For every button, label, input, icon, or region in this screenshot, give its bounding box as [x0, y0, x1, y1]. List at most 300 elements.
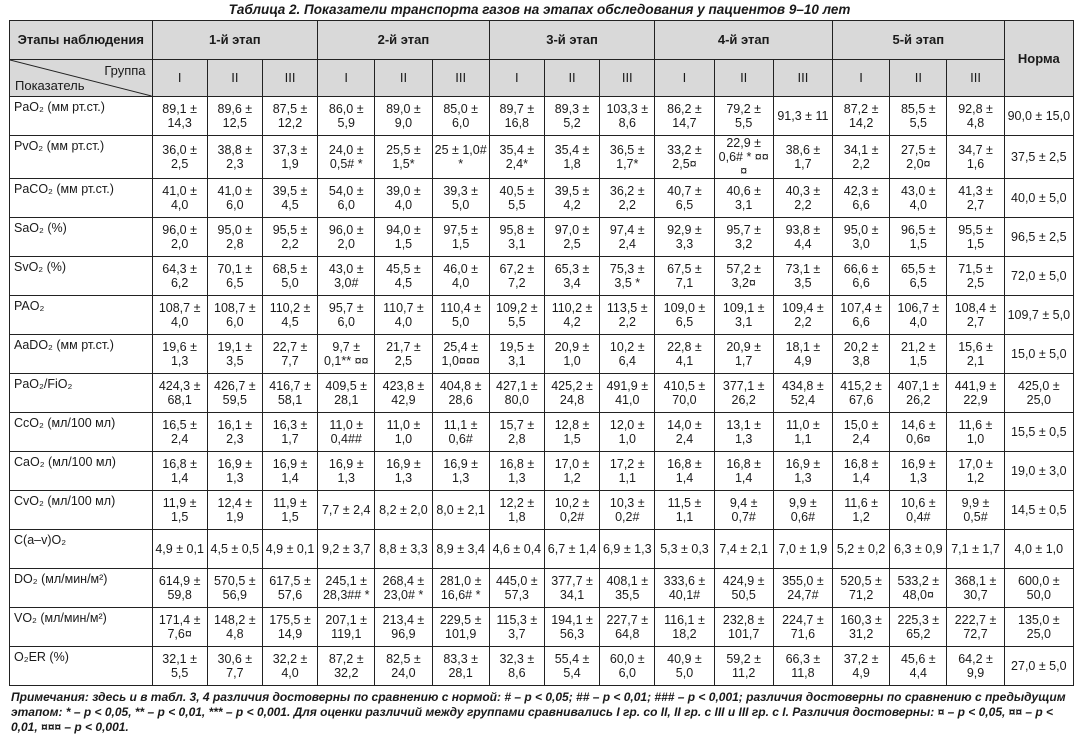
value-cell: 45,5 ± 4,5 — [375, 257, 432, 296]
group-header: II — [714, 60, 773, 97]
value-cell: 8,2 ± 2,0 — [375, 491, 432, 530]
value-cell: 16,9 ± 1,3 — [890, 452, 947, 491]
value-cell: 79,2 ± 5,5 — [714, 97, 773, 136]
table-row — [10, 257, 1074, 296]
value-cell: 60,0 ± 6,0 — [600, 647, 655, 686]
value-cell: 16,8 ± 1,4 — [833, 452, 890, 491]
value-cell: 4,9 ± 0,1 — [262, 530, 317, 569]
group-header: II — [207, 60, 262, 97]
value-cell: 10,3 ± 0,2# — [600, 491, 655, 530]
group-header: III — [773, 60, 832, 97]
value-cell: 32,1 ± 5,5 — [152, 647, 207, 686]
value-cell: 39,0 ± 4,0 — [375, 179, 432, 218]
value-cell: 19,5 ± 3,1 — [489, 335, 544, 374]
value-cell: 9,9 ± 0,5# — [947, 491, 1004, 530]
value-cell: 19,6 ± 1,3 — [152, 335, 207, 374]
value-cell: 110,2 ± 4,2 — [544, 296, 599, 335]
parameter-label: Показатель — [15, 78, 85, 93]
value-cell: 89,1 ± 14,3 — [152, 97, 207, 136]
group-header: II — [544, 60, 599, 97]
corner-cell — [10, 60, 153, 97]
value-cell: 45,6 ± 4,4 — [890, 647, 947, 686]
norm-value-cell: 27,0 ± 5,0 — [1004, 647, 1073, 686]
gas-transport-table — [9, 20, 1074, 686]
stage-header: 4-й этап — [655, 21, 833, 60]
value-cell: 426,7 ± 59,5 — [207, 374, 262, 413]
value-cell: 41,3 ± 2,7 — [947, 179, 1004, 218]
value-cell: 34,1 ± 2,2 — [833, 136, 890, 179]
value-cell: 225,3 ± 65,2 — [890, 608, 947, 647]
value-cell: 12,8 ± 1,5 — [544, 413, 599, 452]
parameter-name: AaDO₂ (мм рт.ст.) — [10, 335, 153, 374]
value-cell: 11,9 ± 1,5 — [152, 491, 207, 530]
group-header: III — [432, 60, 489, 97]
stage-header: 5-й этап — [833, 21, 1005, 60]
value-cell: 97,5 ± 1,5 — [432, 218, 489, 257]
value-cell: 96,5 ± 1,5 — [890, 218, 947, 257]
value-cell: 333,6 ± 40,1# — [655, 569, 714, 608]
header-row-groups — [10, 60, 1074, 97]
value-cell: 10,2 ± 0,2# — [544, 491, 599, 530]
value-cell: 533,2 ± 48,0¤ — [890, 569, 947, 608]
value-cell: 95,5 ± 1,5 — [947, 218, 1004, 257]
group-header: I — [833, 60, 890, 97]
value-cell: 108,7 ± 6,0 — [207, 296, 262, 335]
norm-value-cell: 135,0 ± 25,0 — [1004, 608, 1073, 647]
value-cell: 227,7 ± 64,8 — [600, 608, 655, 647]
value-cell: 8,8 ± 3,3 — [375, 530, 432, 569]
value-cell: 55,4 ± 5,4 — [544, 647, 599, 686]
value-cell: 5,2 ± 0,2 — [833, 530, 890, 569]
value-cell: 423,8 ± 42,9 — [375, 374, 432, 413]
value-cell: 89,0 ± 9,0 — [375, 97, 432, 136]
value-cell: 368,1 ± 30,7 — [947, 569, 1004, 608]
parameter-name: O₂ER (%) — [10, 647, 153, 686]
value-cell: 425,2 ± 24,8 — [544, 374, 599, 413]
norm-value-cell: 14,5 ± 0,5 — [1004, 491, 1073, 530]
value-cell: 65,5 ± 6,5 — [890, 257, 947, 296]
value-cell: 4,5 ± 0,5 — [207, 530, 262, 569]
value-cell: 12,0 ± 1,0 — [600, 413, 655, 452]
table-row — [10, 647, 1074, 686]
value-cell: 41,0 ± 6,0 — [207, 179, 262, 218]
value-cell: 42,3 ± 6,6 — [833, 179, 890, 218]
value-cell: 6,3 ± 0,9 — [890, 530, 947, 569]
value-cell: 5,3 ± 0,3 — [655, 530, 714, 569]
value-cell: 4,9 ± 0,1 — [152, 530, 207, 569]
value-cell: 20,2 ± 3,8 — [833, 335, 890, 374]
value-cell: 404,8 ± 28,6 — [432, 374, 489, 413]
value-cell: 16,9 ± 1,3 — [207, 452, 262, 491]
value-cell: 171,4 ± 7,6¤ — [152, 608, 207, 647]
value-cell: 407,1 ± 26,2 — [890, 374, 947, 413]
value-cell: 10,2 ± 6,4 — [600, 335, 655, 374]
value-cell: 148,2 ± 4,8 — [207, 608, 262, 647]
table-row — [10, 530, 1074, 569]
value-cell: 65,3 ± 3,4 — [544, 257, 599, 296]
norm-value-cell: 37,5 ± 2,5 — [1004, 136, 1073, 179]
table-notes: Примечания: здесь и в табл. 3, 4 различия достоверны по сравнению с нормой: # – p < 0,05; ## – p < 0,01; ### – p < 0,001; различия достоверны по сравнению с предыдущим этапом: * – p < 0,05, ** – p < 0,01, *** – p < 0,001. Для оценки различий между группами сравнивались I гр. со II, II гр. с III и III гр. с I. Различия достоверны: ¤ – p < 0,05, ¤¤ – p < 0,01, ¤¤¤ – p < 0,001. — [11, 690, 1066, 734]
value-cell: 115,3 ± 3,7 — [489, 608, 544, 647]
value-cell: 87,5 ± 12,2 — [262, 97, 317, 136]
table-caption: Таблица 2. Показатели транспорта газов на этапах обследования у пациентов 9–10 лет — [228, 2, 851, 17]
value-cell: 8,9 ± 3,4 — [432, 530, 489, 569]
value-cell: 89,6 ± 12,5 — [207, 97, 262, 136]
norm-value-cell: 72,0 ± 5,0 — [1004, 257, 1073, 296]
table-row — [10, 218, 1074, 257]
value-cell: 92,9 ± 3,3 — [655, 218, 714, 257]
value-cell: 222,7 ± 72,7 — [947, 608, 1004, 647]
value-cell: 9,7 ± 0,1** ¤¤ — [318, 335, 375, 374]
value-cell: 68,5 ± 5,0 — [262, 257, 317, 296]
value-cell: 86,2 ± 14,7 — [655, 97, 714, 136]
table-row — [10, 569, 1074, 608]
value-cell: 87,2 ± 32,2 — [318, 647, 375, 686]
parameter-name: CcO₂ (мл/100 мл) — [10, 413, 153, 452]
value-cell: 229,5 ± 101,9 — [432, 608, 489, 647]
value-cell: 109,0 ± 6,5 — [655, 296, 714, 335]
value-cell: 40,3 ± 2,2 — [773, 179, 832, 218]
parameter-name: DO₂ (мл/мин/м²) — [10, 569, 153, 608]
value-cell: 87,2 ± 14,2 — [833, 97, 890, 136]
stage-header: 2-й этап — [318, 21, 490, 60]
value-cell: 25,5 ± 1,5* — [375, 136, 432, 179]
value-cell: 64,2 ± 9,9 — [947, 647, 1004, 686]
table-row — [10, 296, 1074, 335]
value-cell: 15,6 ± 2,1 — [947, 335, 1004, 374]
value-cell: 40,9 ± 5,0 — [655, 647, 714, 686]
value-cell: 73,1 ± 3,5 — [773, 257, 832, 296]
value-cell: 40,5 ± 5,5 — [489, 179, 544, 218]
value-cell: 11,1 ± 0,6# — [432, 413, 489, 452]
norm-value-cell: 15,5 ± 0,5 — [1004, 413, 1073, 452]
value-cell: 36,2 ± 2,2 — [600, 179, 655, 218]
value-cell: 377,7 ± 34,1 — [544, 569, 599, 608]
value-cell: 89,7 ± 16,8 — [489, 97, 544, 136]
group-header: I — [655, 60, 714, 97]
value-cell: 15,7 ± 2,8 — [489, 413, 544, 452]
parameter-name: CvO₂ (мл/100 мл) — [10, 491, 153, 530]
table-row — [10, 374, 1074, 413]
value-cell: 17,0 ± 1,2 — [544, 452, 599, 491]
value-cell: 16,8 ± 1,4 — [714, 452, 773, 491]
value-cell: 410,5 ± 70,0 — [655, 374, 714, 413]
value-cell: 11,0 ± 1,1 — [773, 413, 832, 452]
value-cell: 7,7 ± 2,4 — [318, 491, 375, 530]
value-cell: 54,0 ± 6,0 — [318, 179, 375, 218]
value-cell: 110,4 ± 5,0 — [432, 296, 489, 335]
value-cell: 213,4 ± 96,9 — [375, 608, 432, 647]
value-cell: 70,1 ± 6,5 — [207, 257, 262, 296]
norm-value-cell: 96,5 ± 2,5 — [1004, 218, 1073, 257]
table-row — [10, 179, 1074, 218]
table-row — [10, 452, 1074, 491]
value-cell: 6,9 ± 1,3 — [600, 530, 655, 569]
value-cell: 224,7 ± 71,6 — [773, 608, 832, 647]
group-header: II — [890, 60, 947, 97]
parameter-name: PaO₂ (мм рт.ст.) — [10, 97, 153, 136]
value-cell: 93,8 ± 4,4 — [773, 218, 832, 257]
value-cell: 11,0 ± 1,0 — [375, 413, 432, 452]
value-cell: 89,3 ± 5,2 — [544, 97, 599, 136]
value-cell: 83,3 ± 28,1 — [432, 647, 489, 686]
value-cell: 95,5 ± 2,2 — [262, 218, 317, 257]
value-cell: 107,4 ± 6,6 — [833, 296, 890, 335]
value-cell: 520,5 ± 71,2 — [833, 569, 890, 608]
value-cell: 570,5 ± 56,9 — [207, 569, 262, 608]
value-cell: 409,5 ± 28,1 — [318, 374, 375, 413]
value-cell: 11,5 ± 1,1 — [655, 491, 714, 530]
value-cell: 14,6 ± 0,6¤ — [890, 413, 947, 452]
value-cell: 424,3 ± 68,1 — [152, 374, 207, 413]
value-cell: 43,0 ± 4,0 — [890, 179, 947, 218]
value-cell: 67,2 ± 7,2 — [489, 257, 544, 296]
table-row — [10, 608, 1074, 647]
value-cell: 82,5 ± 24,0 — [375, 647, 432, 686]
norm-value-cell: 40,0 ± 5,0 — [1004, 179, 1073, 218]
value-cell: 37,3 ± 1,9 — [262, 136, 317, 179]
value-cell: 207,1 ± 119,1 — [318, 608, 375, 647]
value-cell: 38,8 ± 2,3 — [207, 136, 262, 179]
value-cell: 95,8 ± 3,1 — [489, 218, 544, 257]
table-body — [10, 97, 1074, 686]
value-cell: 16,9 ± 1,4 — [262, 452, 317, 491]
value-cell: 20,9 ± 1,7 — [714, 335, 773, 374]
parameter-name: CaO₂ (мл/100 мл) — [10, 452, 153, 491]
value-cell: 33,2 ± 2,5¤ — [655, 136, 714, 179]
value-cell: 39,5 ± 4,5 — [262, 179, 317, 218]
value-cell: 43,0 ± 3,0# — [318, 257, 375, 296]
value-cell: 40,7 ± 6,5 — [655, 179, 714, 218]
value-cell: 109,2 ± 5,5 — [489, 296, 544, 335]
value-cell: 94,0 ± 1,5 — [375, 218, 432, 257]
group-label: Группа — [104, 63, 146, 78]
value-cell: 35,4 ± 1,8 — [544, 136, 599, 179]
value-cell: 116,1 ± 18,2 — [655, 608, 714, 647]
value-cell: 16,8 ± 1,4 — [655, 452, 714, 491]
value-cell: 21,2 ± 1,5 — [890, 335, 947, 374]
value-cell: 96,0 ± 2,0 — [318, 218, 375, 257]
value-cell: 103,3 ± 8,6 — [600, 97, 655, 136]
parameter-name: PAO₂ — [10, 296, 153, 335]
value-cell: 445,0 ± 57,3 — [489, 569, 544, 608]
value-cell: 110,2 ± 4,5 — [262, 296, 317, 335]
value-cell: 36,5 ± 1,7* — [600, 136, 655, 179]
value-cell: 7,0 ± 1,9 — [773, 530, 832, 569]
value-cell: 491,9 ± 41,0 — [600, 374, 655, 413]
value-cell: 110,7 ± 4,0 — [375, 296, 432, 335]
value-cell: 20,9 ± 1,0 — [544, 335, 599, 374]
value-cell: 22,8 ± 4,1 — [655, 335, 714, 374]
value-cell: 41,0 ± 4,0 — [152, 179, 207, 218]
value-cell: 415,2 ± 67,6 — [833, 374, 890, 413]
value-cell: 17,0 ± 1,2 — [947, 452, 1004, 491]
value-cell: 9,4 ± 0,7# — [714, 491, 773, 530]
value-cell: 97,0 ± 2,5 — [544, 218, 599, 257]
value-cell: 113,5 ± 2,2 — [600, 296, 655, 335]
value-cell: 18,1 ± 4,9 — [773, 335, 832, 374]
value-cell: 11,6 ± 1,0 — [947, 413, 1004, 452]
value-cell: 22,9 ± 0,6# * ¤¤¤ — [714, 136, 773, 179]
value-cell: 268,4 ± 23,0# * — [375, 569, 432, 608]
value-cell: 57,2 ± 3,2¤ — [714, 257, 773, 296]
value-cell: 175,5 ± 14,9 — [262, 608, 317, 647]
value-cell: 96,0 ± 2,0 — [152, 218, 207, 257]
value-cell: 16,8 ± 1,4 — [152, 452, 207, 491]
value-cell: 95,7 ± 3,2 — [714, 218, 773, 257]
value-cell: 441,9 ± 22,9 — [947, 374, 1004, 413]
value-cell: 377,1 ± 26,2 — [714, 374, 773, 413]
value-cell: 16,9 ± 1,3 — [773, 452, 832, 491]
parameter-name: SaO₂ (%) — [10, 218, 153, 257]
value-cell: 13,1 ± 1,3 — [714, 413, 773, 452]
value-cell: 27,5 ± 2,0¤ — [890, 136, 947, 179]
value-cell: 32,2 ± 4,0 — [262, 647, 317, 686]
norm-value-cell: 4,0 ± 1,0 — [1004, 530, 1073, 569]
table-row — [10, 413, 1074, 452]
value-cell: 106,7 ± 4,0 — [890, 296, 947, 335]
table-row — [10, 136, 1074, 179]
value-cell: 12,2 ± 1,8 — [489, 491, 544, 530]
table-row — [10, 491, 1074, 530]
norm-value-cell: 109,7 ± 5,0 — [1004, 296, 1073, 335]
value-cell: 408,1 ± 35,5 — [600, 569, 655, 608]
value-cell: 416,7 ± 58,1 — [262, 374, 317, 413]
value-cell: 24,0 ± 0,5# * — [318, 136, 375, 179]
value-cell: 67,5 ± 7,1 — [655, 257, 714, 296]
group-header: III — [947, 60, 1004, 97]
value-cell: 35,4 ± 2,4* — [489, 136, 544, 179]
value-cell: 7,4 ± 2,1 — [714, 530, 773, 569]
value-cell: 16,9 ± 1,3 — [375, 452, 432, 491]
group-header: III — [600, 60, 655, 97]
stage-header: 1-й этап — [152, 21, 318, 60]
value-cell: 16,3 ± 1,7 — [262, 413, 317, 452]
value-cell: 108,7 ± 4,0 — [152, 296, 207, 335]
value-cell: 281,0 ± 16,6# * — [432, 569, 489, 608]
value-cell: 21,7 ± 2,5 — [375, 335, 432, 374]
value-cell: 16,5 ± 2,4 — [152, 413, 207, 452]
value-cell: 17,2 ± 1,1 — [600, 452, 655, 491]
value-cell: 25,4 ± 1,0¤¤¤ — [432, 335, 489, 374]
value-cell: 424,9 ± 50,5 — [714, 569, 773, 608]
norm-value-cell: 19,0 ± 3,0 — [1004, 452, 1073, 491]
group-header: I — [318, 60, 375, 97]
table-row — [10, 97, 1074, 136]
norm-value-cell: 425,0 ± 25,0 — [1004, 374, 1073, 413]
value-cell: 11,9 ± 1,5 — [262, 491, 317, 530]
value-cell: 91,3 ± 11 — [773, 97, 832, 136]
value-cell: 75,3 ± 3,5 * — [600, 257, 655, 296]
table-row — [10, 335, 1074, 374]
value-cell: 9,9 ± 0,6# — [773, 491, 832, 530]
norm-value-cell: 90,0 ± 15,0 — [1004, 97, 1073, 136]
value-cell: 8,0 ± 2,1 — [432, 491, 489, 530]
value-cell: 11,0 ± 0,4## — [318, 413, 375, 452]
value-cell: 245,1 ± 28,3## * — [318, 569, 375, 608]
value-cell: 95,7 ± 6,0 — [318, 296, 375, 335]
value-cell: 39,5 ± 4,2 — [544, 179, 599, 218]
group-header: II — [375, 60, 432, 97]
value-cell: 22,7 ± 7,7 — [262, 335, 317, 374]
value-cell: 109,4 ± 2,2 — [773, 296, 832, 335]
value-cell: 64,3 ± 6,2 — [152, 257, 207, 296]
value-cell: 25 ± 1,0# * — [432, 136, 489, 179]
value-cell: 11,6 ± 1,2 — [833, 491, 890, 530]
value-cell: 38,6 ± 1,7 — [773, 136, 832, 179]
value-cell: 434,8 ± 52,4 — [773, 374, 832, 413]
value-cell: 12,4 ± 1,9 — [207, 491, 262, 530]
value-cell: 617,5 ± 57,6 — [262, 569, 317, 608]
value-cell: 85,0 ± 6,0 — [432, 97, 489, 136]
group-header: I — [152, 60, 207, 97]
value-cell: 6,7 ± 1,4 — [544, 530, 599, 569]
value-cell: 86,0 ± 5,9 — [318, 97, 375, 136]
value-cell: 4,6 ± 0,4 — [489, 530, 544, 569]
group-header: I — [489, 60, 544, 97]
value-cell: 59,2 ± 11,2 — [714, 647, 773, 686]
value-cell: 46,0 ± 4,0 — [432, 257, 489, 296]
value-cell: 16,8 ± 1,3 — [489, 452, 544, 491]
parameter-name: PaO₂/FiO₂ — [10, 374, 153, 413]
value-cell: 427,1 ± 80,0 — [489, 374, 544, 413]
norm-header: Норма — [1004, 21, 1073, 97]
parameter-name: VO₂ (мл/мин/м²) — [10, 608, 153, 647]
value-cell: 7,1 ± 1,7 — [947, 530, 1004, 569]
value-cell: 32,3 ± 8,6 — [489, 647, 544, 686]
parameter-name: PvO₂ (мм рт.ст.) — [10, 136, 153, 179]
value-cell: 108,4 ± 2,7 — [947, 296, 1004, 335]
value-cell: 95,0 ± 2,8 — [207, 218, 262, 257]
stage-header: 3-й этап — [489, 21, 655, 60]
norm-value-cell: 15,0 ± 5,0 — [1004, 335, 1073, 374]
header-row-stages — [10, 21, 1074, 60]
value-cell: 194,1 ± 56,3 — [544, 608, 599, 647]
value-cell: 160,3 ± 31,2 — [833, 608, 890, 647]
value-cell: 36,0 ± 2,5 — [152, 136, 207, 179]
value-cell: 355,0 ± 24,7# — [773, 569, 832, 608]
value-cell: 16,9 ± 1,3 — [432, 452, 489, 491]
value-cell: 10,6 ± 0,4# — [890, 491, 947, 530]
value-cell: 614,9 ± 59,8 — [152, 569, 207, 608]
value-cell: 66,6 ± 6,6 — [833, 257, 890, 296]
group-header: III — [262, 60, 317, 97]
stage-column-header: Этапы наблюдения — [10, 21, 153, 60]
value-cell: 95,0 ± 3,0 — [833, 218, 890, 257]
value-cell: 66,3 ± 11,8 — [773, 647, 832, 686]
value-cell: 97,4 ± 2,4 — [600, 218, 655, 257]
value-cell: 85,5 ± 5,5 — [890, 97, 947, 136]
parameter-name: PaCO₂ (мм рт.ст.) — [10, 179, 153, 218]
norm-value-cell: 600,0 ± 50,0 — [1004, 569, 1073, 608]
parameter-name: SvO₂ (%) — [10, 257, 153, 296]
value-cell: 30,6 ± 7,7 — [207, 647, 262, 686]
value-cell: 19,1 ± 3,5 — [207, 335, 262, 374]
value-cell: 71,5 ± 2,5 — [947, 257, 1004, 296]
value-cell: 34,7 ± 1,6 — [947, 136, 1004, 179]
value-cell: 92,8 ± 4,8 — [947, 97, 1004, 136]
value-cell: 40,6 ± 3,1 — [714, 179, 773, 218]
value-cell: 232,8 ± 101,7 — [714, 608, 773, 647]
value-cell: 9,2 ± 3,7 — [318, 530, 375, 569]
value-cell: 39,3 ± 5,0 — [432, 179, 489, 218]
value-cell: 15,0 ± 2,4 — [833, 413, 890, 452]
value-cell: 16,1 ± 2,3 — [207, 413, 262, 452]
value-cell: 14,0 ± 2,4 — [655, 413, 714, 452]
value-cell: 37,2 ± 4,9 — [833, 647, 890, 686]
value-cell: 109,1 ± 3,1 — [714, 296, 773, 335]
value-cell: 16,9 ± 1,3 — [318, 452, 375, 491]
